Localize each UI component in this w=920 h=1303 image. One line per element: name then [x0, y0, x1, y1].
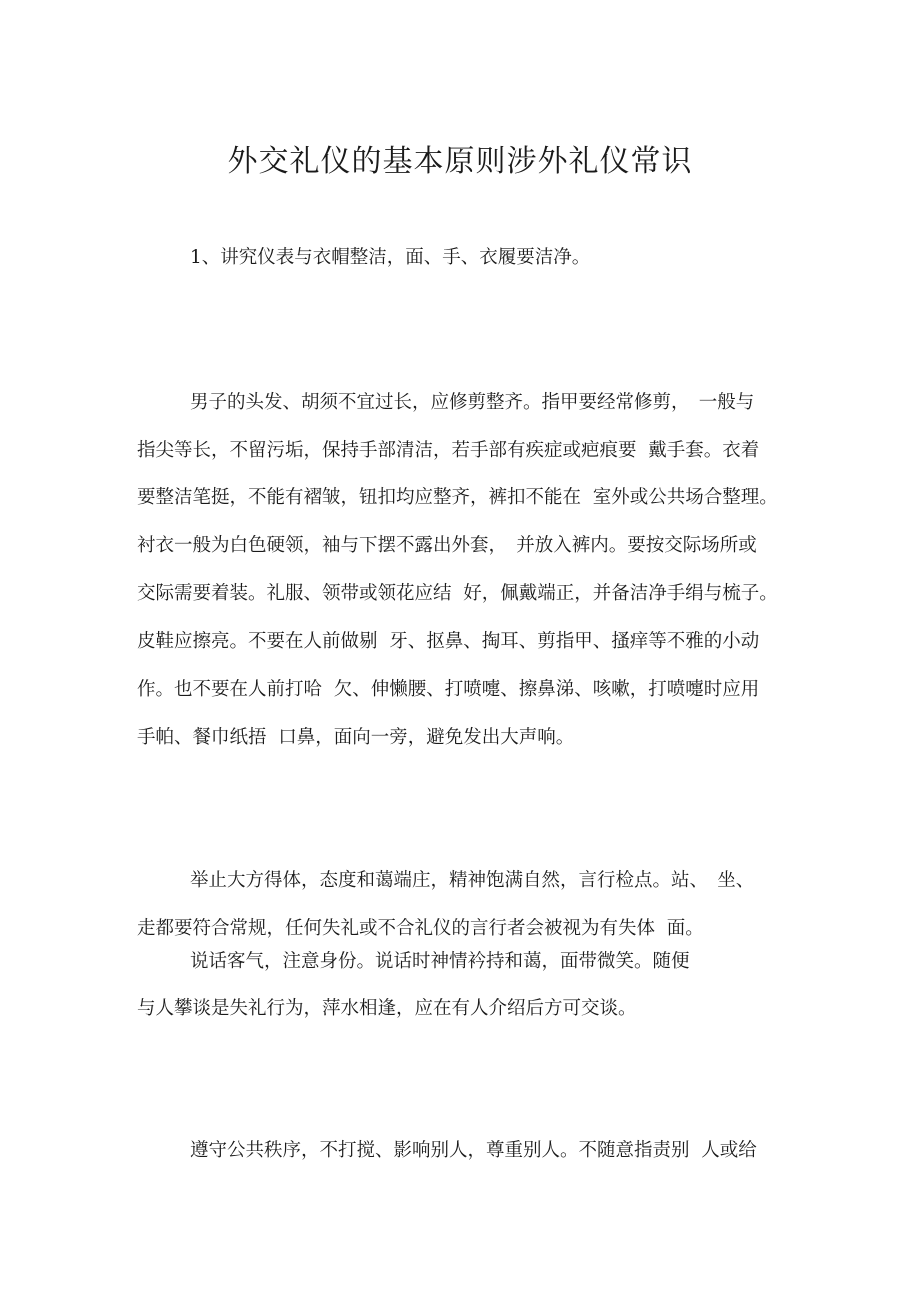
paragraph-4-line-1: 遵守公共秩序，不打搅、影响别人，尊重别人。不随意指责别 人或给 [190, 1140, 757, 1161]
paragraph-3-line-2: 与人攀谈是失礼行为，萍水相逢，应在有人介绍后方可交谈。 [137, 998, 637, 1019]
paragraph-1-line-1: 男子的头发、胡须不宜过长，应修剪整齐。指甲要经常修剪， 一般与 [190, 392, 755, 413]
paragraph-1-line-8: 手帕、餐巾纸捂 口鼻，面向一旁，避免发出大声响。 [137, 727, 575, 748]
paragraph-1-line-2: 指尖等长，不留污垢，保持手部清洁，若手部有疾症或疤痕要 戴手套。衣着 [137, 440, 760, 461]
paragraph-3-line-1: 说话客气，注意身份。说话时神情衿持和蔼，面带微笑。随便 [190, 951, 690, 972]
paragraph-2-line-1: 举止大方得体，态度和蔼端庄，精神饱满自然，言行检点。站、 坐、 [190, 870, 755, 891]
paragraph-1-line-4: 衬衣一般为白色硬领，袖与下摆不露出外套， 并放入裤内。要按交际场所或 [137, 535, 757, 556]
paragraph-1-line-7: 作。也不要在人前打哈 欠、伸懒腰、打喷嚏、擦鼻涕、咳嗽，打喷嚏时应用 [137, 679, 760, 700]
paragraph-1-line-6: 皮鞋应擦亮。不要在人前做剔 牙、抠鼻、掏耳、剪指甲、搔痒等不雅的小动 [137, 631, 760, 652]
document-title: 外交礼仪的基本原则涉外礼仪常识 [227, 144, 693, 179]
paragraph-2-line-2: 走都要符合常规，任何失礼或不合礼仪的言行者会被视为有失体 面。 [137, 918, 704, 939]
paragraph-1-line-3: 要整洁笔挺，不能有褶皱，钮扣均应整齐，裤扣不能在 室外或公共场合整理。 [137, 487, 778, 508]
point-1: 1、讲究仪表与衣帽整洁，面、手、衣履要洁净。 [190, 247, 591, 268]
paragraph-1-line-5: 交际需要着装。礼服、领带或领花应结 好，佩戴端正，并备洁净手绢与梳子。 [137, 583, 778, 604]
